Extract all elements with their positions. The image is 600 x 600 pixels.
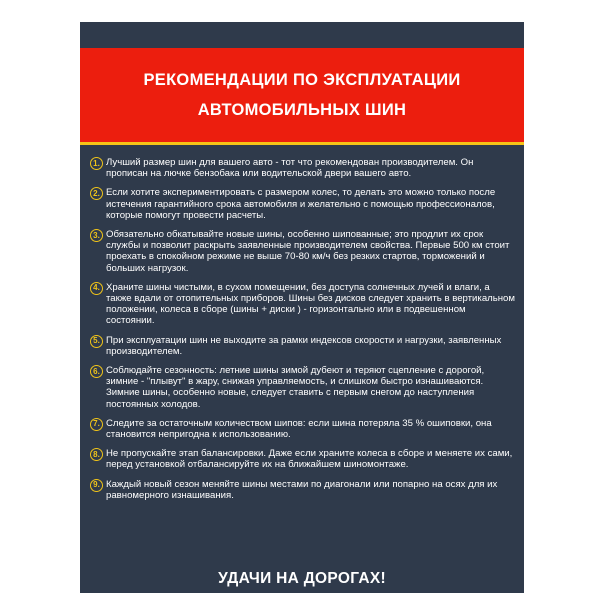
item-text: Следите за остаточным количеством шипов: если шина потеряла 35 % ошиповки, она становится непригодна к использованию. [106, 417, 492, 441]
recommendation-list [90, 157, 516, 509]
list-item [90, 229, 516, 274]
item-text: Если хотите экспериментировать с размером колес, то делать это можно только после истечения гарантийного срока автомобиля и желательно с помощью профессионалов, которые помогут провести расчеты. [106, 187, 496, 221]
number-badge: 1. [90, 157, 103, 170]
list-item [90, 335, 516, 357]
header-banner [80, 48, 524, 142]
title-line-1: РЕКОМЕНДАЦИИ ПО ЭКСПЛУАТАЦИИ [143, 71, 461, 89]
number-badge: 9. [90, 479, 103, 492]
item-text: При эксплуатации шин не выходите за рамки индексов скорости и нагрузки, заявленных производителем. [106, 334, 502, 357]
number-badge: 3. [90, 229, 103, 242]
number-badge: 2. [90, 187, 103, 200]
list-item [90, 365, 516, 410]
list-item [90, 479, 516, 501]
list-item [90, 448, 516, 470]
footer-slogan: УДАЧИ НА ДОРОГАХ! [218, 570, 386, 587]
list-item [90, 418, 516, 440]
number-badge: 8. [90, 448, 103, 461]
title-line-2: АВТОМОБИЛЬНЫХ ШИН [197, 101, 407, 119]
item-text: Соблюдайте сезонность: летние шины зимой дубеют и теряют сцепление с дорогой, зимние - "плывут" в жару, снижая управляемость, и слишком быстро изнашиваются. Зимние шины, особенно новые, следует ставить с первым снегом до наступления постоянных холодов. [106, 365, 485, 410]
item-text: Не пропускайте этап балансировки. Даже если храните колеса в сборе и меняете их сами, перед установкой отбалансируйте их на ближайшем шиномонтаже. [106, 448, 513, 471]
poster [80, 22, 524, 593]
list-item [90, 282, 516, 327]
number-badge: 4. [90, 282, 103, 295]
yellow-stripe [80, 142, 524, 145]
number-badge: 7. [90, 418, 103, 431]
list-item [90, 187, 516, 221]
item-text: Храните шины чистыми, в сухом помещении, без доступа солнечных лучей и влаги, а также вдали от отопительных приборов. Шины без дисков следует хранить в вертикальном положении, колеса в сборе (шины + диски ) - горизонтально или в подвешенном состоянии. [106, 281, 515, 327]
number-badge: 5. [90, 335, 103, 348]
list-item [90, 157, 516, 179]
item-text: Обязательно обкатывайте новые шины, особенно шипованные; это продлит их срок службы и позволит раскрыть заявленные производителем свойства. Первые 500 км стоит проехать в спокойном режиме не выше 70-80 км/ч без резких стартов, торможений и больших нагрузок. [106, 229, 510, 274]
item-text: Лучший размер шин для вашего авто - тот что рекомендован производителем. Он прописан на лючке бензобака или водительской двери вашего авто. [106, 157, 474, 180]
item-text: Каждый новый сезон меняйте шины местами по диагонали или попарно на осях для их равномерного изнашивания. [106, 478, 498, 501]
number-badge: 6. [90, 365, 103, 378]
